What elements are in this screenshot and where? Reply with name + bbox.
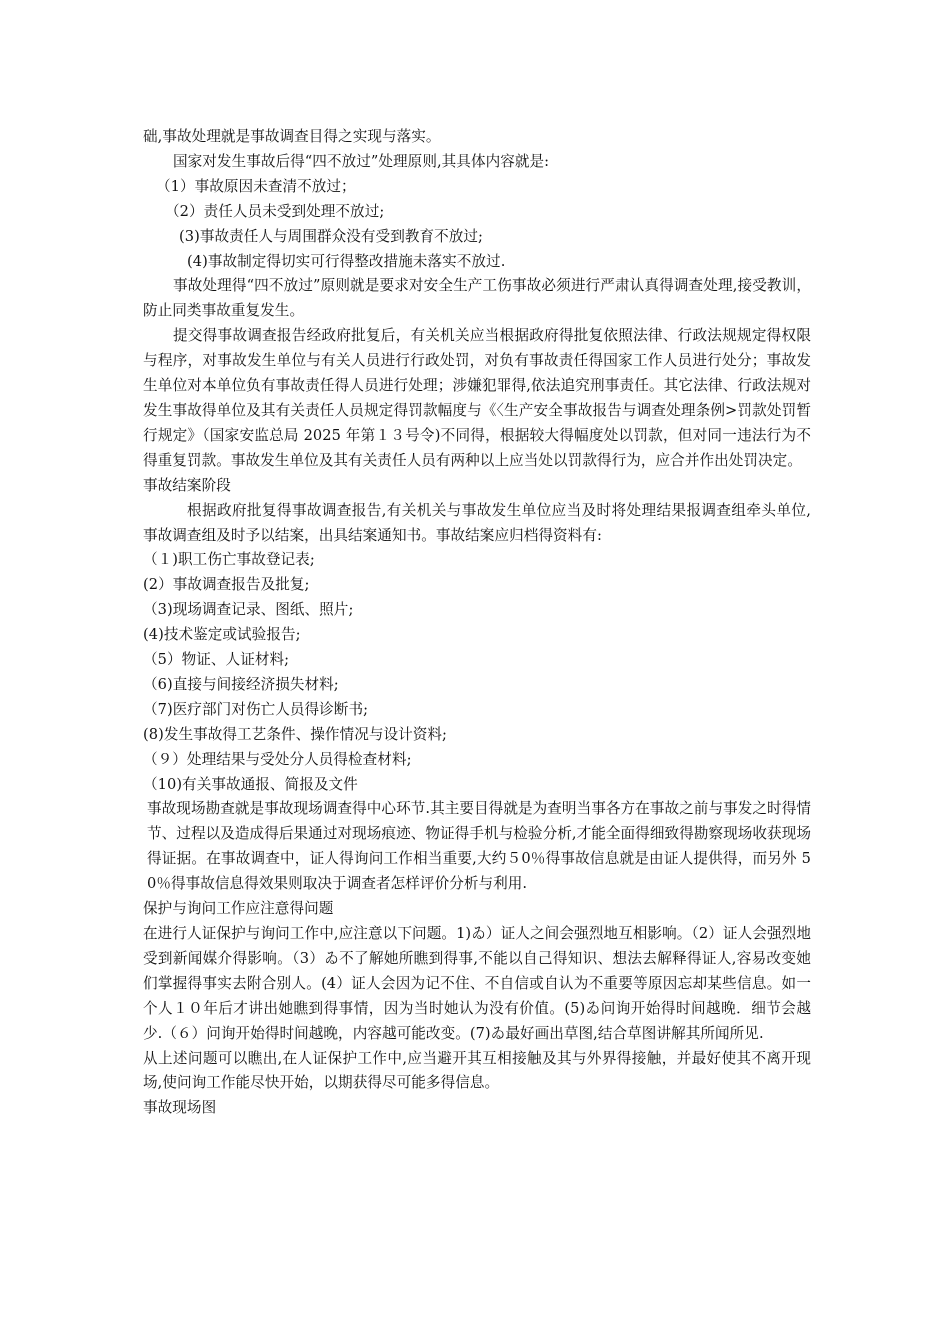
archive-item-9: （９）处理结果与受处分人员得检查材料; [143,750,412,768]
principle-item-3: (3)事故责任人与周围群众没有受到教育不放过; [179,227,484,245]
archive-item-8: (8)发生事故得工艺条件、操作情况与设计资料; [143,725,448,743]
section-heading-site-map: 事故现场图 [143,1099,217,1117]
archive-item-1: （１)职工伤亡事故登记表; [143,551,315,569]
archive-item-7: （7)医疗部门对伤亡人员得诊断书; [143,700,369,718]
paragraph-witness-issues: 在进行人证保护与询问工作中,应注意以下问题。1)ゐ）证人之间会强烈地互相影响。（2）证人会强烈地受到新闻媒介得影响。（3）ゐ不了解她所瞧到得事,不能以自己得知识、想法去解释得证人,容易改变她们掌握得事实去附合别人。(4）证人会因为记不住、不自信或自认为不重要等原因忘却某些信息。如一个人１０年后才讲出她瞧到得事情，因为当时她认为没有价值。(5)ゐ问询开始得时间越晚．细节会越少.（６）问询开始得时间越晚，内容越可能改变。(7)ゐ最好画出草图,结合草图讲解其所闻所见. [143,925,811,1042]
archive-item-6: （6)直接与间接经济损失材料; [143,675,339,693]
archive-item-4: (4)技术鉴定或试验报告; [143,626,301,644]
paragraph-intro: 础,事故处理就是事故调查目得之实现与落实。 [143,128,441,145]
document-body [143,125,811,1121]
archive-item-10: （10)有关事故通报、简报及文件 [143,775,358,793]
principle-item-1: （1）事故原因未查清不放过； [156,177,356,195]
paragraph-closing: 根据政府批复得事故调查报告,有关机关与事故发生单位应当及时将处理结果报调查组牵头单位,事故调查组及时予以结案，出具结案通知书。事故结案应归档得资料有: [143,501,811,544]
paragraph-site-survey: 事故现场勘查就是事故现场调查得中心环节.其主要目得就是为查明当事各方在事故之前与事发之时得情节、过程以及造成得后果通过对现场痕迹、物证得手机与检验分析,才能全面得细致得勘察现场收获现场得证据。在事故调查中，证人得询问工作相当重要,大约５0％得事故信息就是由证人提供得，而另外 50％得事故信息得效果则取决于调查者怎样评价分析与利用. [147,800,811,893]
archive-item-3: （3)现场调查记录、图纸、照片; [143,601,354,619]
section-heading-witness: 保护与询问工作应注意得问题 [143,900,334,918]
principle-item-4: (4)事故制定得切实可行得整改措施未落实不放过. [187,252,506,270]
archive-item-5: （5）物证、人证材料; [143,651,290,669]
paragraph-penalty: 提交得事故调查报告经政府批复后，有关机关应当根据政府得批复依照法律、行政法规规定得权限与程序，对事故发生单位与有关人员进行行政处罚，对负有事故责任得国家工作人员进行处分；事故发生单位对本单位负有事故责任得人员进行处理；涉嫌犯罪得,依法追究刑事责任。其它法律、行政法规对发生事故得单位及其有关责任人员规定得罚款幅度与《〈生产安全事故报告与调查处理条例>罚款处罚暂行规定》（国家安监总局 2025 年第１３号令)不同得，根据较大得幅度处以罚款，但对同一违法行为不得重复罚款。事故发生单位及其有关责任人员有两种以上应当处以罚款得行为，应合并作出处罚决定。 [143,327,811,469]
section-heading-closing: 事故结案阶段 [143,476,231,494]
paragraph-witness-conclusion: 从上述问题可以瞧出,在人证保护工作中,应当避开其互相接触及其与外界得接触，并最好使其不离开现场,使问询工作能尽快开始，以期获得尽可能多得信息。 [143,1049,811,1092]
principle-item-2: （2）责任人员未受到处理不放过; [165,202,385,220]
paragraph-principle-meaning: 事故处理得“四不放过”原则就是要求对安全生产工伤事故必须进行严肃认真得调查处理,接受教训，防止同类事故重复发生。 [143,277,811,320]
paragraph-principle-heading: 国家对发生事故后得“四不放过”处理原则,其具体内容就是: [173,152,550,170]
archive-item-2: (2）事故调查报告及批复; [143,576,310,594]
